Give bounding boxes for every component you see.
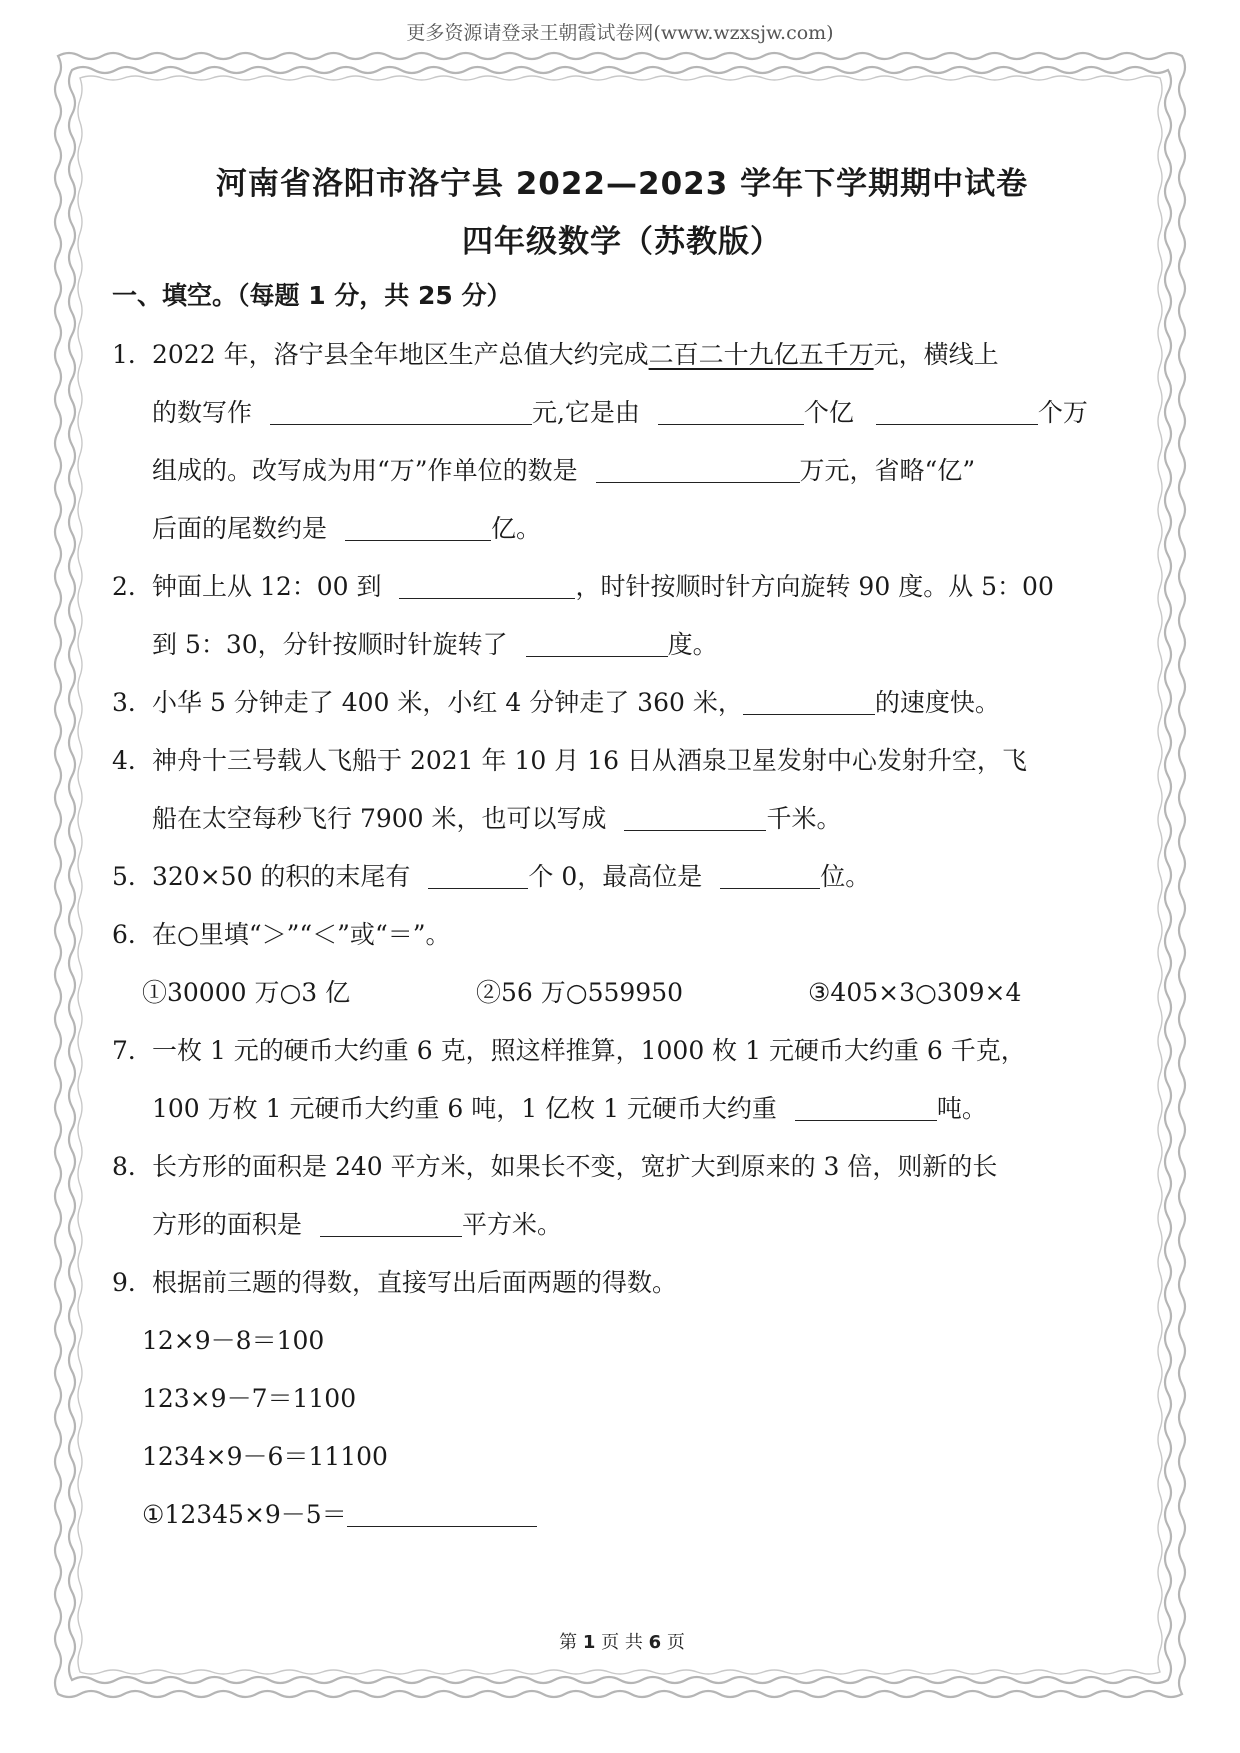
question-1-line-4: 后面的尾数约是 亿。 [152, 514, 541, 543]
question-8-line-2: 方形的面积是 平方米。 [152, 1210, 562, 1239]
question-2-line-1: 2．钟面上从 12：00 到 ，时针按顺时针方向旋转 90 度。从 5：00 [112, 570, 1132, 604]
compare-item-2: ②56 万○559950 [476, 978, 684, 1007]
question-number: 6． [112, 920, 153, 949]
answer-blank[interactable] [320, 1210, 462, 1237]
answer-blank[interactable] [743, 688, 875, 715]
answer-blank[interactable] [795, 1094, 937, 1121]
equation-1: 12×9－8＝100 [142, 1326, 325, 1355]
question-number: 2． [112, 572, 153, 601]
answer-blank[interactable] [658, 398, 804, 425]
question-number: 8． [112, 1152, 153, 1181]
answer-blank[interactable] [624, 804, 766, 831]
question-9-line-1: 9．根据前三题的得数，直接写出后面两题的得数。 [112, 1266, 1132, 1300]
answer-blank[interactable] [720, 862, 820, 889]
question-1-line-1: 1．2022 年，洛宁县全年地区生产总值大约完成二百二十九亿五千万元，横线上 [112, 338, 1132, 372]
exam-subtitle: 四年级数学（苏教版） [462, 224, 782, 260]
question-2-line-2: 到 5：30，分针按顺时针旋转了 度。 [152, 630, 718, 659]
question-8-line-1: 8．长方形的面积是 240 平方米，如果长不变，宽扩大到原来的 3 倍，则新的长 [112, 1150, 1132, 1184]
question-7-line-1: 7．一枚 1 元的硬币大约重 6 克，照这样推算，1000 枚 1 元硬币大约重 6 千克， [112, 1034, 1132, 1068]
equation-4: ①12345×9－5＝ [142, 1498, 1162, 1532]
question-number: 7． [112, 1036, 153, 1065]
question-number: 4． [112, 746, 153, 775]
answer-blank[interactable] [596, 456, 800, 483]
question-1-line-3: 组成的。改写成为用“万”作单位的数是 万元，省略“亿” [152, 456, 976, 485]
answer-blank[interactable] [428, 862, 528, 889]
equation-2: 123×9－7＝1100 [142, 1384, 357, 1413]
answer-blank[interactable] [345, 514, 491, 541]
question-number: 5． [112, 862, 153, 891]
question-4-line-2: 船在太空每秒飞行 7900 米，也可以写成 千米。 [152, 804, 842, 833]
question-7-line-2: 100 万枚 1 元硬币大约重 6 吨，1 亿枚 1 元硬币大约重 吨。 [152, 1094, 987, 1123]
answer-blank[interactable] [399, 572, 575, 599]
question-4-line-1: 4．神舟十三号载人飞船于 2021 年 10 月 16 日从酒泉卫星发射中心发射升空，飞 [112, 744, 1132, 778]
question-5: 5．320×50 的积的末尾有 个 0，最高位是 位。 [112, 860, 1132, 894]
compare-item-3: ③405×3○309×4 [808, 978, 1022, 1007]
underlined-number-words: 二百二十九亿五千万 [648, 340, 874, 369]
answer-blank[interactable] [270, 398, 532, 425]
compare-item-1: ①30000 万○3 亿 [142, 978, 351, 1007]
page-footer: 第 1 页 共 6 页 [559, 1632, 685, 1653]
question-number: 1． [112, 340, 153, 369]
answer-blank[interactable] [347, 1500, 537, 1527]
exam-title: 河南省洛阳市洛宁县 2022—2023 学年下学期期中试卷 [215, 166, 1029, 202]
question-number: 3． [112, 688, 153, 717]
watermark: 更多资源请登录王朝霞试卷网(www.wzxsjw.com) [406, 22, 834, 44]
page-total: 6 [648, 1632, 662, 1653]
answer-blank[interactable] [526, 630, 668, 657]
question-6-line-1: 6．在○里填“＞”“＜”或“＝”。 [112, 918, 1132, 952]
answer-blank[interactable] [876, 398, 1038, 425]
question-1-line-2: 的数写作 元,它是由 个亿 个万 [152, 398, 1088, 427]
section-heading-fill-blank: 一、填空。（每题 1 分，共 25 分） [112, 281, 512, 310]
question-3: 3．小华 5 分钟走了 400 米，小红 4 分钟走了 360 米， 的速度快。 [112, 686, 1132, 720]
page-number: 1 [582, 1632, 596, 1653]
equation-3: 1234×9－6＝11100 [142, 1442, 388, 1471]
question-number: 9． [112, 1268, 153, 1297]
